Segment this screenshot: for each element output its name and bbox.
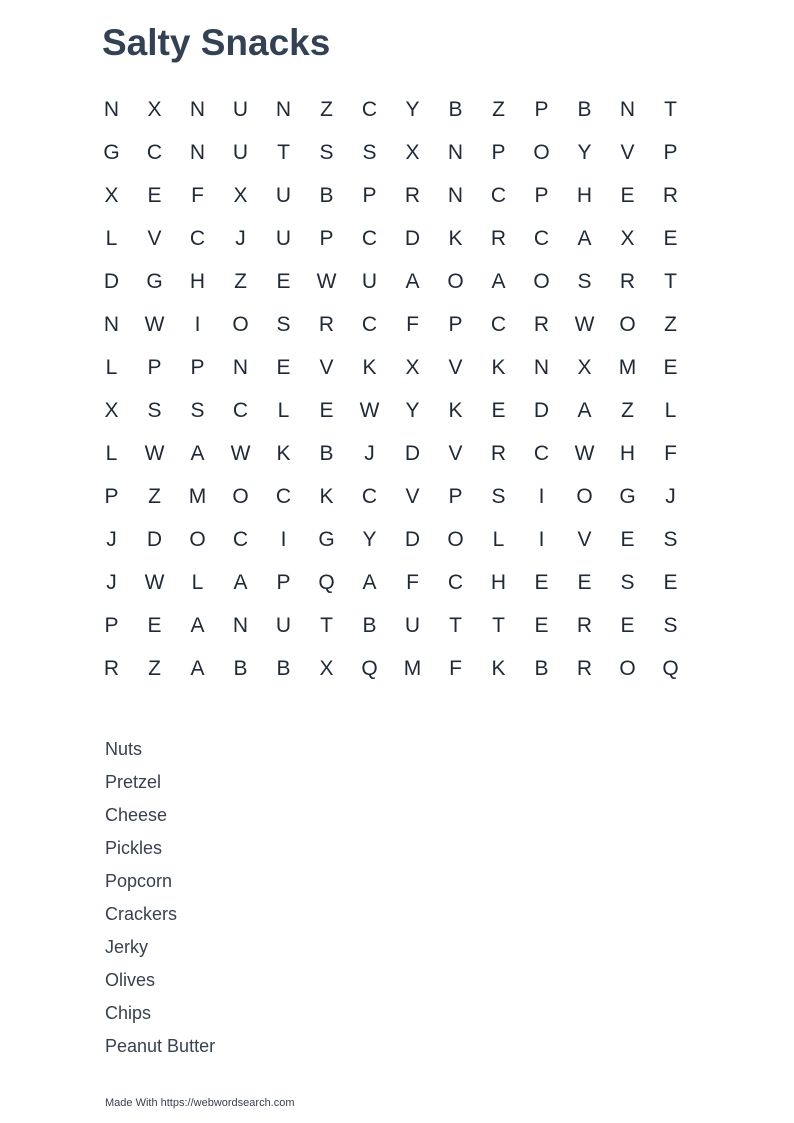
grid-cell: V bbox=[319, 356, 334, 379]
grid-cell: Z bbox=[148, 485, 161, 508]
grid-cell: C bbox=[275, 485, 292, 508]
grid-cell: W bbox=[144, 313, 165, 336]
grid-cell: C bbox=[189, 227, 206, 250]
grid-cell: E bbox=[147, 184, 162, 207]
grid-cell: R bbox=[662, 184, 679, 207]
grid-cell: P bbox=[104, 614, 119, 637]
grid-cell: C bbox=[146, 141, 163, 164]
grid-cell: O bbox=[447, 528, 464, 551]
letter-grid bbox=[90, 88, 692, 690]
grid-cell: E bbox=[663, 571, 678, 594]
grid-cell: P bbox=[534, 98, 549, 121]
grid-cell: K bbox=[319, 485, 334, 508]
grid-cell: F bbox=[191, 184, 204, 207]
grid-cell: H bbox=[189, 270, 206, 293]
grid-cell: X bbox=[233, 184, 248, 207]
grid-cell: P bbox=[190, 356, 205, 379]
grid-cell: A bbox=[491, 270, 506, 293]
grid-cell: B bbox=[319, 442, 334, 465]
grid-cell: E bbox=[319, 399, 334, 422]
word-list-item: Popcorn bbox=[105, 871, 173, 891]
grid-cell: P bbox=[448, 485, 463, 508]
grid-cell: B bbox=[448, 98, 463, 121]
grid-cell: T bbox=[449, 614, 462, 637]
grid-cell: A bbox=[190, 442, 205, 465]
grid-cell: U bbox=[232, 98, 249, 121]
grid-cell: C bbox=[533, 227, 550, 250]
word-list-item: Chips bbox=[105, 1003, 152, 1023]
grid-cell: O bbox=[232, 485, 249, 508]
grid-cell: S bbox=[663, 528, 678, 551]
grid-cell: J bbox=[364, 442, 375, 465]
grid-cell: D bbox=[404, 442, 421, 465]
grid-cell: E bbox=[620, 528, 635, 551]
grid-cell: R bbox=[318, 313, 335, 336]
grid-cell: L bbox=[277, 399, 290, 422]
grid-cell: N bbox=[103, 313, 120, 336]
grid-cell: P bbox=[448, 313, 463, 336]
grid-cell: P bbox=[491, 141, 506, 164]
grid-cell: F bbox=[406, 571, 419, 594]
grid-cell: D bbox=[404, 528, 421, 551]
grid-cell: O bbox=[619, 313, 636, 336]
grid-cell: P bbox=[319, 227, 334, 250]
grid-cell: A bbox=[405, 270, 420, 293]
word-list-item: Pretzel bbox=[105, 772, 162, 792]
grid-cell: N bbox=[447, 184, 464, 207]
grid-cell: C bbox=[490, 313, 507, 336]
grid-cell: I bbox=[538, 485, 545, 508]
grid-cell: N bbox=[533, 356, 550, 379]
grid-cell: Y bbox=[362, 528, 377, 551]
grid-cell: S bbox=[663, 614, 678, 637]
grid-cell: D bbox=[533, 399, 550, 422]
grid-cell: K bbox=[448, 399, 463, 422]
grid-cell: U bbox=[275, 614, 292, 637]
grid-cell: D bbox=[404, 227, 421, 250]
word-list-item: Peanut Butter bbox=[105, 1036, 216, 1056]
grid-cell: V bbox=[448, 356, 463, 379]
grid-cell: B bbox=[276, 657, 291, 680]
grid-cell: R bbox=[576, 614, 593, 637]
grid-cell: T bbox=[320, 614, 333, 637]
grid-cell: R bbox=[490, 442, 507, 465]
grid-cell: L bbox=[492, 528, 505, 551]
grid-cell: E bbox=[620, 614, 635, 637]
grid-cell: V bbox=[448, 442, 463, 465]
grid-cell: F bbox=[664, 442, 677, 465]
grid-cell: E bbox=[534, 571, 549, 594]
grid-cell: B bbox=[362, 614, 377, 637]
grid-cell: V bbox=[405, 485, 420, 508]
grid-cell: H bbox=[576, 184, 593, 207]
grid-cell: V bbox=[620, 141, 635, 164]
grid-cell: S bbox=[362, 141, 377, 164]
footer-credit: Made With https://webwordsearch.com bbox=[105, 1097, 295, 1109]
grid-cell: N bbox=[275, 98, 292, 121]
grid-cell: W bbox=[359, 399, 380, 422]
grid-cell: G bbox=[146, 270, 163, 293]
grid-cell: C bbox=[361, 313, 378, 336]
grid-cell: A bbox=[233, 571, 248, 594]
page-title: Salty Snacks bbox=[102, 22, 331, 63]
grid-cell: O bbox=[189, 528, 206, 551]
grid-cell: W bbox=[144, 442, 165, 465]
grid-cell: L bbox=[105, 356, 118, 379]
grid-cell: N bbox=[103, 98, 120, 121]
grid-cell: L bbox=[105, 227, 118, 250]
grid-cell: C bbox=[361, 485, 378, 508]
grid-cell: H bbox=[490, 571, 507, 594]
grid-cell: P bbox=[147, 356, 162, 379]
grid-cell: G bbox=[103, 141, 120, 164]
grid-cell: Y bbox=[577, 141, 592, 164]
grid-cell: R bbox=[490, 227, 507, 250]
grid-cell: R bbox=[576, 657, 593, 680]
word-list bbox=[105, 736, 215, 1066]
grid-cell: C bbox=[361, 98, 378, 121]
grid-cell: N bbox=[232, 356, 249, 379]
grid-cell: M bbox=[188, 485, 207, 508]
grid-cell: I bbox=[538, 528, 545, 551]
grid-cell: B bbox=[534, 657, 549, 680]
grid-cell: Z bbox=[621, 399, 634, 422]
grid-cell: A bbox=[362, 571, 377, 594]
grid-cell: C bbox=[447, 571, 464, 594]
grid-cell: J bbox=[106, 528, 117, 551]
grid-cell: U bbox=[361, 270, 378, 293]
word-list-item: Olives bbox=[105, 970, 156, 990]
grid-cell: C bbox=[361, 227, 378, 250]
grid-cell: O bbox=[232, 313, 249, 336]
grid-cell: N bbox=[447, 141, 464, 164]
grid-cell: X bbox=[319, 657, 334, 680]
grid-cell: C bbox=[533, 442, 550, 465]
grid-cell: E bbox=[534, 614, 549, 637]
grid-cell: F bbox=[449, 657, 462, 680]
grid-cell: E bbox=[620, 184, 635, 207]
grid-cell: E bbox=[577, 571, 592, 594]
grid-cell: N bbox=[189, 98, 206, 121]
grid-cell: X bbox=[104, 184, 119, 207]
grid-cell: K bbox=[448, 227, 463, 250]
grid-cell: B bbox=[319, 184, 334, 207]
grid-cell: Z bbox=[234, 270, 247, 293]
grid-cell: W bbox=[574, 313, 595, 336]
grid-cell: E bbox=[663, 227, 678, 250]
grid-cell: I bbox=[280, 528, 287, 551]
grid-cell: X bbox=[147, 98, 162, 121]
grid-cell: C bbox=[490, 184, 507, 207]
grid-cell: K bbox=[491, 356, 506, 379]
grid-cell: U bbox=[232, 141, 249, 164]
grid-cell: S bbox=[147, 399, 162, 422]
grid-cell: N bbox=[189, 141, 206, 164]
grid-cell: R bbox=[619, 270, 636, 293]
grid-cell: S bbox=[190, 399, 205, 422]
grid-cell: X bbox=[405, 356, 420, 379]
word-list-item: Pickles bbox=[105, 838, 163, 858]
grid-cell: Q bbox=[662, 657, 679, 680]
grid-cell: C bbox=[232, 399, 249, 422]
grid-cell: H bbox=[619, 442, 636, 465]
grid-cell: X bbox=[577, 356, 592, 379]
grid-cell: L bbox=[191, 571, 204, 594]
grid-cell: Z bbox=[148, 657, 161, 680]
grid-cell: G bbox=[619, 485, 636, 508]
grid-cell: N bbox=[619, 98, 636, 121]
grid-cell: X bbox=[104, 399, 119, 422]
grid-cell: T bbox=[664, 98, 677, 121]
grid-cell: R bbox=[533, 313, 550, 336]
grid-cell: E bbox=[276, 270, 291, 293]
grid-cell: R bbox=[404, 184, 421, 207]
grid-cell: P bbox=[104, 485, 119, 508]
word-list-item: Crackers bbox=[105, 904, 178, 924]
grid-cell: S bbox=[577, 270, 592, 293]
grid-cell: O bbox=[576, 485, 593, 508]
grid-cell: D bbox=[103, 270, 120, 293]
grid-cell: O bbox=[533, 270, 550, 293]
grid-cell: U bbox=[275, 227, 292, 250]
grid-cell: A bbox=[190, 657, 205, 680]
grid-cell: Y bbox=[405, 98, 420, 121]
grid-cell: K bbox=[362, 356, 377, 379]
grid-cell: J bbox=[665, 485, 676, 508]
grid-cell: K bbox=[276, 442, 291, 465]
grid-cell: N bbox=[232, 614, 249, 637]
grid-cell: W bbox=[144, 571, 165, 594]
grid-cell: J bbox=[235, 227, 246, 250]
grid-cell: X bbox=[620, 227, 635, 250]
grid-cell: S bbox=[620, 571, 635, 594]
grid-cell: M bbox=[618, 356, 637, 379]
grid-cell: Z bbox=[664, 313, 677, 336]
grid-cell: G bbox=[318, 528, 335, 551]
grid-cell: O bbox=[619, 657, 636, 680]
grid-cell: J bbox=[106, 571, 117, 594]
grid-cell: P bbox=[276, 571, 291, 594]
grid-cell: W bbox=[574, 442, 595, 465]
grid-cell: Y bbox=[405, 399, 420, 422]
grid-cell: E bbox=[276, 356, 291, 379]
grid-cell: P bbox=[534, 184, 549, 207]
grid-cell: E bbox=[663, 356, 678, 379]
grid-cell: V bbox=[147, 227, 162, 250]
grid-cell: T bbox=[664, 270, 677, 293]
grid-cell: B bbox=[577, 98, 592, 121]
grid-cell: I bbox=[194, 313, 201, 336]
grid-cell: D bbox=[146, 528, 163, 551]
grid-cell: Z bbox=[320, 98, 333, 121]
grid-cell: Q bbox=[361, 657, 378, 680]
grid-cell: S bbox=[319, 141, 334, 164]
grid-cell: M bbox=[403, 657, 422, 680]
grid-cell: T bbox=[492, 614, 505, 637]
grid-cell: E bbox=[147, 614, 162, 637]
grid-cell: V bbox=[577, 528, 592, 551]
grid-cell: R bbox=[103, 657, 120, 680]
grid-cell: F bbox=[406, 313, 419, 336]
word-list-item: Nuts bbox=[105, 739, 143, 759]
grid-cell: E bbox=[491, 399, 506, 422]
grid-cell: K bbox=[491, 657, 506, 680]
grid-cell: O bbox=[447, 270, 464, 293]
word-list-item: Cheese bbox=[105, 805, 168, 825]
grid-cell: A bbox=[577, 227, 592, 250]
grid-cell: U bbox=[275, 184, 292, 207]
grid-cell: P bbox=[663, 141, 678, 164]
word-list-item: Jerky bbox=[105, 937, 149, 957]
grid-cell: Z bbox=[492, 98, 505, 121]
grid-cell: B bbox=[233, 657, 248, 680]
grid-cell: S bbox=[491, 485, 506, 508]
grid-cell: S bbox=[276, 313, 291, 336]
grid-cell: L bbox=[664, 399, 677, 422]
grid-cell: W bbox=[230, 442, 251, 465]
grid-cell: P bbox=[362, 184, 377, 207]
grid-cell: A bbox=[190, 614, 205, 637]
grid-cell: T bbox=[277, 141, 290, 164]
grid-cell: W bbox=[316, 270, 337, 293]
grid-cell: Q bbox=[318, 571, 335, 594]
grid-cell: O bbox=[533, 141, 550, 164]
grid-cell: U bbox=[404, 614, 421, 637]
grid-cell: L bbox=[105, 442, 118, 465]
grid-cell: C bbox=[232, 528, 249, 551]
grid-cell: A bbox=[577, 399, 592, 422]
grid-cell: X bbox=[405, 141, 420, 164]
